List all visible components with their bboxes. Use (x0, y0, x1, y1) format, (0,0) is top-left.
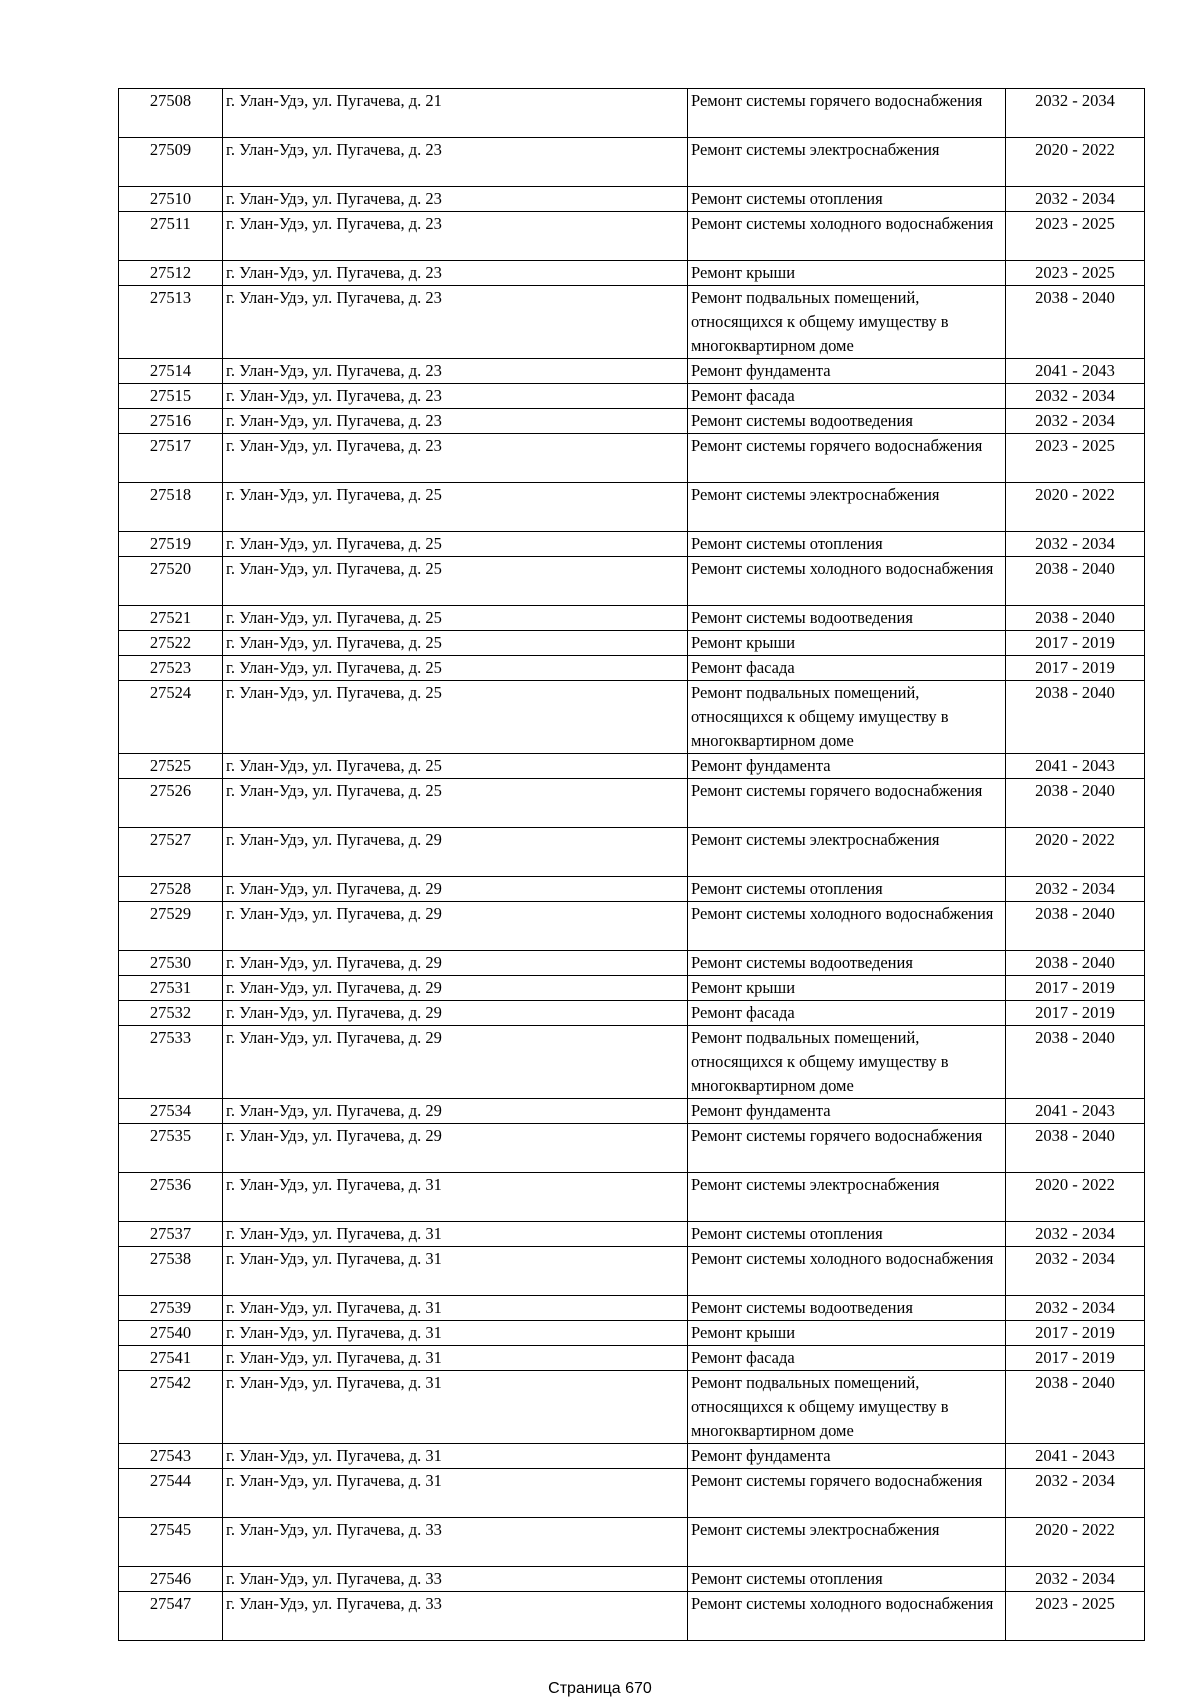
period-cell: 2020 - 2022 (1006, 1518, 1145, 1567)
period-cell: 2020 - 2022 (1006, 138, 1145, 187)
work-type-cell: Ремонт системы электроснабжения (688, 1518, 1006, 1567)
period-cell: 2032 - 2034 (1006, 877, 1145, 902)
address-cell: г. Улан-Удэ, ул. Пугачева, д. 29 (223, 877, 688, 902)
address-cell: г. Улан-Удэ, ул. Пугачева, д. 25 (223, 606, 688, 631)
table-row (119, 384, 1145, 409)
address-cell: г. Улан-Удэ, ул. Пугачева, д. 29 (223, 828, 688, 877)
table-row (119, 89, 1145, 138)
row-number-cell: 27529 (119, 902, 223, 951)
row-number-cell: 27508 (119, 89, 223, 138)
work-type-cell: Ремонт системы электроснабжения (688, 828, 1006, 877)
row-number-cell: 27539 (119, 1296, 223, 1321)
period-cell: 2032 - 2034 (1006, 384, 1145, 409)
period-cell: 2041 - 2043 (1006, 1099, 1145, 1124)
address-cell: г. Улан-Удэ, ул. Пугачева, д. 25 (223, 681, 688, 754)
table-row (119, 434, 1145, 483)
row-number-cell: 27530 (119, 951, 223, 976)
period-cell: 2032 - 2034 (1006, 89, 1145, 138)
row-number-cell: 27516 (119, 409, 223, 434)
table-row (119, 1099, 1145, 1124)
work-type-cell: Ремонт системы электроснабжения (688, 483, 1006, 532)
table-row (119, 681, 1145, 754)
table-row (119, 1247, 1145, 1296)
period-cell: 2017 - 2019 (1006, 631, 1145, 656)
row-number-cell: 27509 (119, 138, 223, 187)
table-row (119, 1026, 1145, 1099)
address-cell: г. Улан-Удэ, ул. Пугачева, д. 25 (223, 779, 688, 828)
period-cell: 2017 - 2019 (1006, 1321, 1145, 1346)
work-type-cell: Ремонт системы электроснабжения (688, 138, 1006, 187)
address-cell: г. Улан-Удэ, ул. Пугачева, д. 31 (223, 1444, 688, 1469)
work-type-cell: Ремонт крыши (688, 631, 1006, 656)
address-cell: г. Улан-Удэ, ул. Пугачева, д. 29 (223, 1001, 688, 1026)
work-type-cell: Ремонт фасада (688, 1001, 1006, 1026)
address-cell: г. Улан-Удэ, ул. Пугачева, д. 23 (223, 187, 688, 212)
table-row (119, 1444, 1145, 1469)
table-row (119, 1469, 1145, 1518)
table-row (119, 483, 1145, 532)
row-number-cell: 27519 (119, 532, 223, 557)
period-cell: 2041 - 2043 (1006, 1444, 1145, 1469)
period-cell: 2038 - 2040 (1006, 557, 1145, 606)
work-type-cell: Ремонт подвальных помещений, относящихся к общему имуществу в многоквартирном доме (688, 286, 1006, 359)
table-row (119, 1296, 1145, 1321)
table-row (119, 1592, 1145, 1641)
work-type-cell: Ремонт системы холодного водоснабжения (688, 1247, 1006, 1296)
row-number-cell: 27512 (119, 261, 223, 286)
work-type-cell: Ремонт фундамента (688, 1444, 1006, 1469)
row-number-cell: 27528 (119, 877, 223, 902)
period-cell: 2038 - 2040 (1006, 902, 1145, 951)
period-cell: 2017 - 2019 (1006, 656, 1145, 681)
address-cell: г. Улан-Удэ, ул. Пугачева, д. 31 (223, 1346, 688, 1371)
work-type-cell: Ремонт фундамента (688, 1099, 1006, 1124)
work-type-cell: Ремонт системы горячего водоснабжения (688, 89, 1006, 138)
row-number-cell: 27510 (119, 187, 223, 212)
address-cell: г. Улан-Удэ, ул. Пугачева, д. 31 (223, 1296, 688, 1321)
table-row (119, 902, 1145, 951)
row-number-cell: 27535 (119, 1124, 223, 1173)
table-row (119, 187, 1145, 212)
table-row (119, 1321, 1145, 1346)
period-cell: 2020 - 2022 (1006, 483, 1145, 532)
table-row (119, 261, 1145, 286)
address-cell: г. Улан-Удэ, ул. Пугачева, д. 21 (223, 89, 688, 138)
table-row (119, 828, 1145, 877)
address-cell: г. Улан-Удэ, ул. Пугачева, д. 23 (223, 212, 688, 261)
address-cell: г. Улан-Удэ, ул. Пугачева, д. 23 (223, 359, 688, 384)
period-cell: 2032 - 2034 (1006, 1222, 1145, 1247)
address-cell: г. Улан-Удэ, ул. Пугачева, д. 29 (223, 1026, 688, 1099)
work-type-cell: Ремонт системы горячего водоснабжения (688, 434, 1006, 483)
work-type-cell: Ремонт системы отопления (688, 532, 1006, 557)
address-cell: г. Улан-Удэ, ул. Пугачева, д. 33 (223, 1567, 688, 1592)
work-type-cell: Ремонт подвальных помещений, относящихся к общему имуществу в многоквартирном доме (688, 1026, 1006, 1099)
address-cell: г. Улан-Удэ, ул. Пугачева, д. 25 (223, 656, 688, 681)
page-number: Страница 670 (548, 1680, 652, 1697)
period-cell: 2020 - 2022 (1006, 828, 1145, 877)
row-number-cell: 27545 (119, 1518, 223, 1567)
row-number-cell: 27547 (119, 1592, 223, 1641)
row-number-cell: 27521 (119, 606, 223, 631)
address-cell: г. Улан-Удэ, ул. Пугачева, д. 31 (223, 1321, 688, 1346)
address-cell: г. Улан-Удэ, ул. Пугачева, д. 31 (223, 1222, 688, 1247)
row-number-cell: 27523 (119, 656, 223, 681)
address-cell: г. Улан-Удэ, ул. Пугачева, д. 29 (223, 951, 688, 976)
period-cell: 2041 - 2043 (1006, 754, 1145, 779)
table-row (119, 359, 1145, 384)
period-cell: 2038 - 2040 (1006, 951, 1145, 976)
row-number-cell: 27525 (119, 754, 223, 779)
address-cell: г. Улан-Удэ, ул. Пугачева, д. 23 (223, 261, 688, 286)
period-cell: 2023 - 2025 (1006, 212, 1145, 261)
table-row (119, 754, 1145, 779)
row-number-cell: 27522 (119, 631, 223, 656)
row-number-cell: 27543 (119, 1444, 223, 1469)
address-cell: г. Улан-Удэ, ул. Пугачева, д. 23 (223, 384, 688, 409)
row-number-cell: 27537 (119, 1222, 223, 1247)
table-row (119, 779, 1145, 828)
work-type-cell: Ремонт системы горячего водоснабжения (688, 779, 1006, 828)
row-number-cell: 27536 (119, 1173, 223, 1222)
period-cell: 2032 - 2034 (1006, 1567, 1145, 1592)
address-cell: г. Улан-Удэ, ул. Пугачева, д. 29 (223, 1099, 688, 1124)
table-row (119, 1371, 1145, 1444)
period-cell: 2023 - 2025 (1006, 1592, 1145, 1641)
table-row (119, 1518, 1145, 1567)
table-row (119, 212, 1145, 261)
table-row (119, 1124, 1145, 1173)
work-type-cell: Ремонт фасада (688, 1346, 1006, 1371)
work-type-cell: Ремонт крыши (688, 1321, 1006, 1346)
address-cell: г. Улан-Удэ, ул. Пугачева, д. 23 (223, 434, 688, 483)
work-type-cell: Ремонт системы отопления (688, 187, 1006, 212)
table-row (119, 138, 1145, 187)
row-number-cell: 27541 (119, 1346, 223, 1371)
address-cell: г. Улан-Удэ, ул. Пугачева, д. 33 (223, 1592, 688, 1641)
address-cell: г. Улан-Удэ, ул. Пугачева, д. 31 (223, 1173, 688, 1222)
work-type-cell: Ремонт системы отопления (688, 877, 1006, 902)
work-type-cell: Ремонт системы электроснабжения (688, 1173, 1006, 1222)
period-cell: 2038 - 2040 (1006, 1026, 1145, 1099)
table-row (119, 557, 1145, 606)
table-row (119, 656, 1145, 681)
row-number-cell: 27534 (119, 1099, 223, 1124)
table-row (119, 951, 1145, 976)
table-row (119, 1567, 1145, 1592)
period-cell: 2017 - 2019 (1006, 1346, 1145, 1371)
work-type-cell: Ремонт крыши (688, 976, 1006, 1001)
table-row (119, 286, 1145, 359)
row-number-cell: 27542 (119, 1371, 223, 1444)
address-cell: г. Улан-Удэ, ул. Пугачева, д. 31 (223, 1247, 688, 1296)
row-number-cell: 27517 (119, 434, 223, 483)
period-cell: 2032 - 2034 (1006, 409, 1145, 434)
work-type-cell: Ремонт системы водоотведения (688, 1296, 1006, 1321)
address-cell: г. Улан-Удэ, ул. Пугачева, д. 25 (223, 631, 688, 656)
work-type-cell: Ремонт системы холодного водоснабжения (688, 557, 1006, 606)
work-type-cell: Ремонт подвальных помещений, относящихся к общему имуществу в многоквартирном доме (688, 1371, 1006, 1444)
work-type-cell: Ремонт системы горячего водоснабжения (688, 1469, 1006, 1518)
table-row (119, 1346, 1145, 1371)
address-cell: г. Улан-Удэ, ул. Пугачева, д. 31 (223, 1371, 688, 1444)
period-cell: 2017 - 2019 (1006, 976, 1145, 1001)
row-number-cell: 27520 (119, 557, 223, 606)
work-type-cell: Ремонт системы горячего водоснабжения (688, 1124, 1006, 1173)
period-cell: 2032 - 2034 (1006, 1247, 1145, 1296)
period-cell: 2038 - 2040 (1006, 286, 1145, 359)
address-cell: г. Улан-Удэ, ул. Пугачева, д. 29 (223, 976, 688, 1001)
work-type-cell: Ремонт фундамента (688, 359, 1006, 384)
row-number-cell: 27513 (119, 286, 223, 359)
period-cell: 2032 - 2034 (1006, 1296, 1145, 1321)
work-type-cell: Ремонт системы водоотведения (688, 951, 1006, 976)
row-number-cell: 27524 (119, 681, 223, 754)
row-number-cell: 27511 (119, 212, 223, 261)
work-type-cell: Ремонт фасада (688, 384, 1006, 409)
table-row (119, 631, 1145, 656)
period-cell: 2023 - 2025 (1006, 261, 1145, 286)
row-number-cell: 27538 (119, 1247, 223, 1296)
work-type-cell: Ремонт системы холодного водоснабжения (688, 1592, 1006, 1641)
period-cell: 2038 - 2040 (1006, 681, 1145, 754)
work-type-cell: Ремонт системы холодного водоснабжения (688, 212, 1006, 261)
row-number-cell: 27532 (119, 1001, 223, 1026)
row-number-cell: 27540 (119, 1321, 223, 1346)
address-cell: г. Улан-Удэ, ул. Пугачева, д. 25 (223, 754, 688, 779)
address-cell: г. Улан-Удэ, ул. Пугачева, д. 31 (223, 1469, 688, 1518)
address-cell: г. Улан-Удэ, ул. Пугачева, д. 23 (223, 138, 688, 187)
work-type-cell: Ремонт крыши (688, 261, 1006, 286)
address-cell: г. Улан-Удэ, ул. Пугачева, д. 29 (223, 1124, 688, 1173)
row-number-cell: 27526 (119, 779, 223, 828)
work-type-cell: Ремонт системы отопления (688, 1222, 1006, 1247)
address-cell: г. Улан-Удэ, ул. Пугачева, д. 25 (223, 532, 688, 557)
row-number-cell: 27533 (119, 1026, 223, 1099)
period-cell: 2038 - 2040 (1006, 1371, 1145, 1444)
table-row (119, 976, 1145, 1001)
row-number-cell: 27515 (119, 384, 223, 409)
address-cell: г. Улан-Удэ, ул. Пугачева, д. 23 (223, 286, 688, 359)
table-row (119, 409, 1145, 434)
repair-plan-table (118, 88, 1145, 1641)
period-cell: 2038 - 2040 (1006, 606, 1145, 631)
row-number-cell: 27514 (119, 359, 223, 384)
work-type-cell: Ремонт фундамента (688, 754, 1006, 779)
address-cell: г. Улан-Удэ, ул. Пугачева, д. 25 (223, 557, 688, 606)
address-cell: г. Улан-Удэ, ул. Пугачева, д. 29 (223, 902, 688, 951)
row-number-cell: 27518 (119, 483, 223, 532)
row-number-cell: 27546 (119, 1567, 223, 1592)
row-number-cell: 27531 (119, 976, 223, 1001)
table-row (119, 532, 1145, 557)
period-cell: 2017 - 2019 (1006, 1001, 1145, 1026)
table-row (119, 1173, 1145, 1222)
period-cell: 2032 - 2034 (1006, 1469, 1145, 1518)
work-type-cell: Ремонт системы отопления (688, 1567, 1006, 1592)
work-type-cell: Ремонт системы холодного водоснабжения (688, 902, 1006, 951)
address-cell: г. Улан-Удэ, ул. Пугачева, д. 33 (223, 1518, 688, 1567)
period-cell: 2041 - 2043 (1006, 359, 1145, 384)
work-type-cell: Ремонт системы водоотведения (688, 606, 1006, 631)
period-cell: 2023 - 2025 (1006, 434, 1145, 483)
row-number-cell: 27527 (119, 828, 223, 877)
table-row (119, 877, 1145, 902)
table-row (119, 1222, 1145, 1247)
table-row (119, 606, 1145, 631)
period-cell: 2032 - 2034 (1006, 187, 1145, 212)
period-cell: 2038 - 2040 (1006, 1124, 1145, 1173)
period-cell: 2038 - 2040 (1006, 779, 1145, 828)
work-type-cell: Ремонт фасада (688, 656, 1006, 681)
table-row (119, 1001, 1145, 1026)
address-cell: г. Улан-Удэ, ул. Пугачева, д. 25 (223, 483, 688, 532)
row-number-cell: 27544 (119, 1469, 223, 1518)
period-cell: 2020 - 2022 (1006, 1173, 1145, 1222)
work-type-cell: Ремонт системы водоотведения (688, 409, 1006, 434)
address-cell: г. Улан-Удэ, ул. Пугачева, д. 23 (223, 409, 688, 434)
period-cell: 2032 - 2034 (1006, 532, 1145, 557)
work-type-cell: Ремонт подвальных помещений, относящихся к общему имуществу в многоквартирном доме (688, 681, 1006, 754)
table-body (119, 89, 1145, 1641)
